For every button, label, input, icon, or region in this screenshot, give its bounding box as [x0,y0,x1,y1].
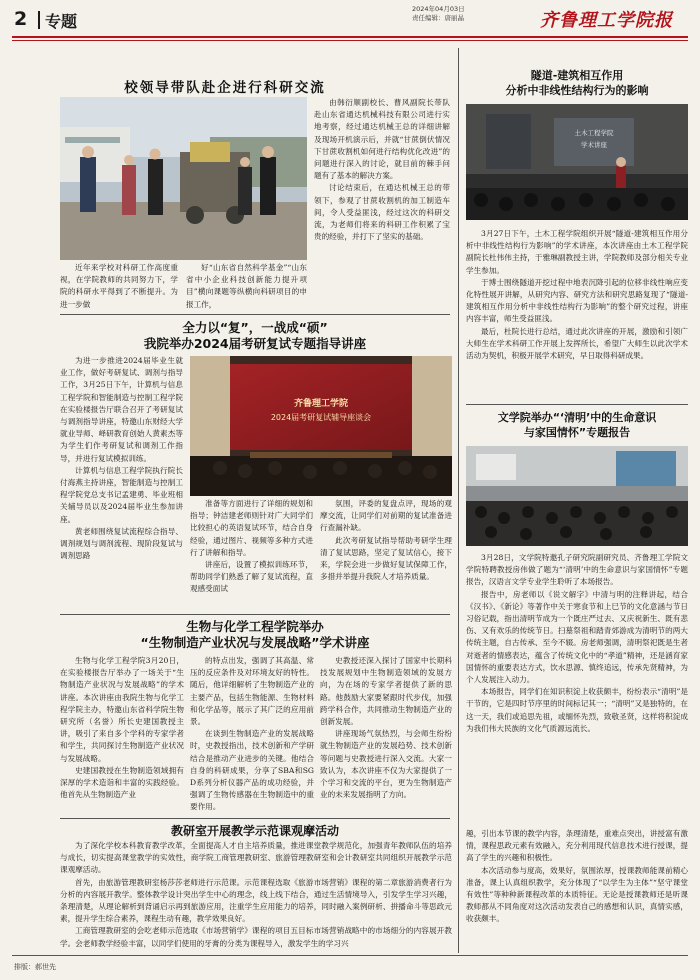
header-rule [12,36,688,38]
article2-para1: 为进一步推进2024届毕业生就业工作，做好考研复试、调剂与指导工作，3月25日下午，计算机与信息工程学院和智能制造与控制工程学院在实验楼报告厅联合召开了考研复试与调剂指导讲座，特邀山东财经大学就业导师、峄研教育创始人黄素杰等为学生们作考研复试和调剂工作指导，并进行复试模拟训练。 [60,356,183,463]
article5-para3: 最后，杜院长进行总结，通过此次讲座的开展，激励和引领广大师生在学术科研工作开展上发挥所长，希望广大师生以此次学术活动为契机，积极开展学术研究，早日取得科研成果。 [466,326,688,361]
header-rule-thin [12,40,688,41]
banner-title: 2024届考研复试辅导座谈会 [270,413,372,422]
article3-text-col2 [190,655,314,814]
article4-cont-para2: 本次活动参与度高，效果好，氛围浓厚，授课教师能课前精心准备，课上认真组织教学，充分体现了“以学生为主体”“坚守课堂有效性”等种种新课程改革的本质特征。无论是授课教师还是听课教师都从不同角度对这次活动发表自己的感想和认识，真情实感，收获颇丰。 [466,865,688,924]
article4-text [60,840,452,950]
article2-para4: 准备等方面进行了详细的规划和指导；钟洁建老师则针对广大同学们比较担心的英语复试环节，结合自身经验，通过图片、视频等多种方式进行了讲解和指导。 [190,499,313,557]
issue-editor: 责任编辑：唐丽晶 [412,14,464,22]
article4-para3: 工商管理教研室的会吃老师示范选取《市场营销学》课程的项目五目标市场营销战略中的市场细分的内容展开教学。会老师教学经验丰富，以同学们使用的牙膏的分类为课程导入，激发学生的学习兴 [60,926,452,948]
article5-para1: 3月27日下午，土木工程学院组织开展“隧道-建筑相互作用分析中非线性结构行为影响”的学术讲座，本次讲座由土木工程学院副院长杜伟伟主持，于雅琳副教授主讲，学院教师及部分相关专业学生参加。 [466,229,688,275]
divider-4 [466,404,688,405]
banner-school: 齐鲁理工学院 [293,399,348,409]
article5-para2: 于博士围绕隧道开挖过程中地表沉降引起的位移非线性响应变化特性展开讲解，从研究内容、研究方法和研究思路复现了“隧道-建筑相互作用分析中非线性结构行为影响”的整个研究过程，讲座内容丰富，师生受益匪浅。 [466,277,688,324]
article2-para2: 计算机与信息工程学院执行院长付海燕主持讲座，智能制造与控制工程学院党总支书记孟建勇、毕业班相关辅导员以及2024届毕业生参加讲座。 [60,465,183,524]
article3-para2: 史建国教授在生物制造领域拥有深厚的学术造诣和丰富的实践经验。他首先从生物制造产业 [60,765,184,800]
divider-2 [60,614,450,615]
page-number: 2 [14,8,28,30]
article1-text-col3 [314,97,450,243]
screen-subtitle: 学术讲座 [581,141,607,149]
article3-title-line2: “生物制造产业状况与发展战略”学术讲座 [140,635,370,650]
article3-text-col1 [60,655,184,801]
article5-title-line2: 分析中非线性结构行为的影响 [505,84,649,97]
article4-cont-para: 趣，引出本节课的教学内容，条理清楚，重难点突出，讲授富有激情，课程思政元素有效融入，充分利用现代信息技术进行授课，提高了学生的兴趣和积极性。 [466,829,688,863]
article6-para1: 3月28日，文学院特邀孔子研究院副研究员、齐鲁理工学院文学院特聘教授房伟做了题为“‘清明’中的生命意识与家国情怀”专题报告，汉语言文学专业学生聆听了本场报告。 [466,553,688,587]
article1-photo [60,97,307,260]
article2-para3: 黄老师围绕复试流程综合指导、调剂规划与调剂流程、现阶段复试与调剂思路 [60,526,183,561]
article3-para1: 生物与化学工程学院3月20日，在实验楼报告厅举办了一场关于“生物制造产业状况与发展战略”的学术讲座。本次讲座由我院生物与化学工程学院主办，特邀山东省科学院生物研究所（名誉）所长史建国教授主讲，吸引了来自多个学科的专家学者和学生，共同探讨生物制造产业状况与发展战略。 [60,656,184,763]
article4-continuation [466,828,688,926]
article4-para1: 为了深化学校本科教育教学改革，全面提高人才自主培养质量，推进课堂教学规范化，加强青年教师队伍的培养与成长，切实提高课堂教学的实效性，商学院工商管理教研室、旅游管理教研室和会计教研室共同组织开展教学示范课观摩活动。 [60,841,452,875]
article2-title-line1: 全力以“复”，一战成“硕” [182,320,328,335]
article2-title [60,320,450,352]
article6-photo [466,446,688,546]
article3-title [60,619,450,651]
article2-text-col3 [320,498,452,583]
column-divider [458,48,459,953]
layout-credit: 排版：郝世先 [14,963,56,971]
article6-para2: 报告中，房老师以《说文解字》中清与明的注释讲起，结合《汉书》、《新论》等著作中关于寒食节和上巳节的文化意涵与节日习俗记载，指出清明节成为一个既庄严过去、又庆祝新生、既有悲伤、又有欢乐的传统节日。扫墓祭祖和踏青郊游成为清明节的两大传统主题，自古传承、至今不辍。房老师强调，清明祭祀既是生者对逝者的情感表达，蕴含了传统文化中的“孝道”精神，还是涵育家国情怀的重要表达方式，饮水思源、慎终追远，传承先贤精神，为个人发展注入动力。 [466,589,688,685]
article5-title-line1: 隧道-建筑相互作用 [530,69,624,82]
article5-text [466,228,688,362]
article3-para5: 史教授还深入探讨了国家中长期科技发展规划中生物制造领域的发展方向，为在场的专家学者提供了新的思路。他鼓励大家要紧跟时代步伐，加强跨学科合作，共同推动生物制造产业的创新发展。 [320,656,452,727]
article1-text-col2: 好“山东省自然科学基金”“山东省中小企业科技创新能力提升项目”横向课题等纵横向科研项目的申报工作， [186,263,307,309]
article2-text-col1 [60,355,183,562]
article2-para5: 讲座后，设置了模拟训练环节，帮助同学们熟悉了解了复试流程，直观感受面试 [190,560,313,594]
article3-para3: 的特点出发，强调了其高温、常压的反应条件及对环境友好的特性。随后，他详细解析了生物制造产业的主要产品，包括生物能源、生物材料和化学品等，展示了其广泛的应用前景。 [190,656,314,727]
footer-rule [12,955,688,956]
issue-date: 2024年04月03日 [412,5,465,13]
article3-para6: 讲座现场气氛热烈，与会师生纷纷就生物制造产业的发展趋势、技术创新等问题与史教授进行深入交流。大家一致认为，本次讲座不仅为大家提供了一个学习和交流的平台，更为生物制造产业的未来发展指明了方向。 [320,729,452,800]
header-separator [38,11,40,29]
article3-text-col3 [320,655,452,801]
article1-para4: 讨论结束后，在通达机械王总的带领下，参观了甘蔗收割机的加工制造车间，令人受益匪浅，经过这次的科研交流，为老师们将来的科研工作积累了宝贵的经验，并打下了坚实的基础。 [314,183,450,242]
article1-title: 校领导带队赴企进行科研交流 [124,80,326,96]
issue-meta [412,5,465,23]
article1-text-col1: 近年来学校对科研工作高度重视，在学院教师的共同努力下，学院的科研水平得到了不断提升。为进一步做 [60,263,178,309]
article5-title [466,68,688,98]
article2-title-line2: 我院举办2024届考研复试专题指导讲座 [143,336,367,351]
screen-title: 土木工程学院 [574,129,614,137]
article6-title-line1: 文学院举办“‘清明’中的生命意识 [497,411,657,424]
article4-title: 教研室开展教学示范课观摩活动 [170,824,339,838]
newspaper-masthead: 齐鲁理工学院报 [540,10,673,31]
article6-title [466,410,688,440]
article2-para6: 氛围，评委的复盘点评，现场的观摩交流，让同学们对前期的复试准备进行查漏补缺。 [320,499,452,533]
article2-photo [190,356,452,496]
article6-para3: 本场报告，同学们在知识积淀上收获颇丰，纷纷表示“清明”是干节的，它是四时节序里的时间标记其一；“清明”又是独特的，在这一天，我们或追思先祖，或缅怀先烈，致敬圣贤，这样将积淀成为我们伟大民族的文化气质源远流长。 [466,687,688,733]
article3-title-line1: 生物与化学工程学院举办 [186,619,324,634]
section-title: 专题 [45,12,78,31]
divider-3 [60,818,450,819]
article4-para2: 首先，由旅游管理教研室杨莎莎老师进行示范课。示范课程选取《旅游市场营销》课程的第二章旅游消费者行为分析的内容展开教学。整体教学设计突出学生中心的理念，线上线下结合，通过生活情境导入，引发学生学习兴趣，条理清楚，从理论解析到背诵启示再到旅游应用，注重学生应用能力的培养，同时融入案例研析、拼播命斗等思政元素，提升学生综合素养，课程生动有趣，教学效果良好。 [60,877,452,924]
article1-para3: 由韩衍顺副校长、曹风副院长带队赴山东省通达机械科技有限公司进行实地考察，经过通达机械王总的详细讲解及现场开机演示后，并就“甘蔗倒伏情况下甘蔗收割机如何进行结构优化改进”的问题进行深入的讨论，就目前的棘手问题有了基本的解决方案。 [314,98,450,181]
article6-text [466,552,688,735]
article3-para4: 在谈到生物制造产业的发展战略时，史教授指出，技术创新和产学研结合是推动产业进步的关键。他结合自身的科研成果，分享了SBA和SGD系列分析仪器产品的成功经验，并强调了生物传感器在生物制造中的重要作用。 [190,729,314,812]
divider-1 [60,314,450,315]
article2-para7: 此次考研复试指导帮助考研学生理清了复试思路，坚定了复试信心，接下来，学院会进一步做好复试保障工作，多措并举提升我院人才培养质量。 [320,535,452,582]
article5-photo [466,104,688,220]
article2-text-col2 [190,498,313,596]
article6-title-line2: 与家国情怀”专题报告 [523,426,631,439]
